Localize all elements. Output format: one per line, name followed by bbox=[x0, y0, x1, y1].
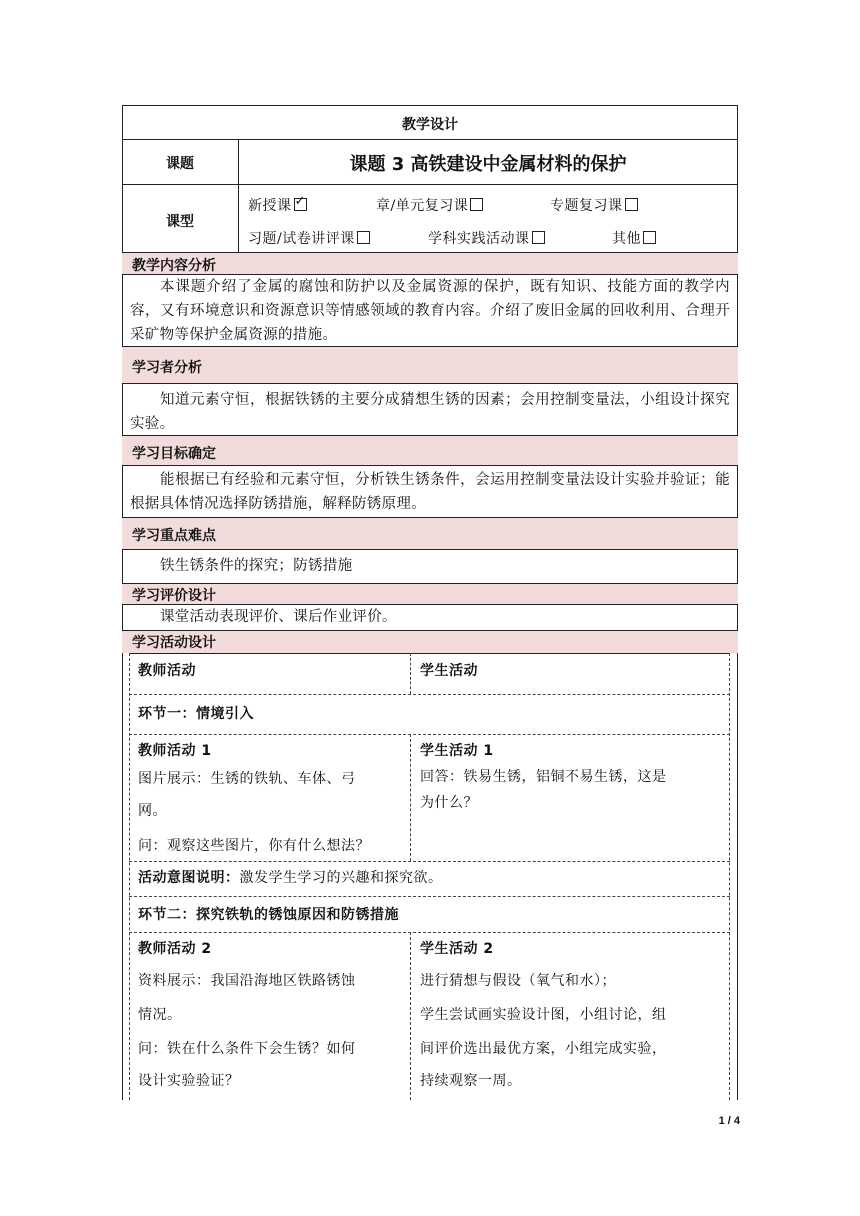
stage2-student-line: 间评价选出最优方案，小组完成实验， bbox=[420, 1041, 667, 1057]
stage1-title: 环节一：情境引入 bbox=[138, 706, 254, 722]
intent-label: 活动意图说明： bbox=[138, 870, 240, 886]
section-header-learner-analysis bbox=[122, 347, 738, 384]
section-header-content-analysis bbox=[122, 253, 738, 275]
section-header-activities bbox=[122, 631, 738, 653]
table-title: 教学设计 bbox=[402, 117, 458, 133]
section-text: 铁生锈条件的探究；防锈措施 bbox=[160, 558, 353, 574]
checkbox-icon[interactable] bbox=[357, 231, 370, 244]
section-heading: 学习目标确定 bbox=[132, 446, 216, 462]
checkbox-icon[interactable] bbox=[643, 231, 656, 244]
stage2-student-line: 学生尝试画实验设计图，小组讨论，组 bbox=[420, 1007, 667, 1023]
section-heading: 学习重点难点 bbox=[132, 528, 216, 544]
stage1-student-line: 回答：铁易生锈，铝铜不易生锈，这是 bbox=[420, 769, 667, 785]
intent-text: 激发学生学习的兴趣和探究欲。 bbox=[239, 870, 443, 886]
section-body-evaluation bbox=[122, 605, 738, 631]
course-type-exercise[interactable]: 习题/试卷讲评课 bbox=[248, 228, 370, 248]
row-divider bbox=[129, 694, 730, 695]
section-heading: 学习评价设计 bbox=[132, 588, 216, 604]
checkbox-icon[interactable] bbox=[625, 198, 638, 211]
course-type-label: 课型 bbox=[166, 214, 194, 230]
course-type-row bbox=[122, 185, 738, 253]
course-type-new[interactable]: 新授课✓ bbox=[248, 195, 307, 215]
section-text: 课堂活动表现评价、课后作业评价。 bbox=[160, 609, 397, 625]
stage2-teacher-line: 资料展示：我国沿海地区铁路锈蚀 bbox=[138, 973, 356, 989]
activity-table-top-border bbox=[129, 653, 730, 654]
stage2-teacher-line: 问：铁在什么条件下会生锈？如何 bbox=[138, 1041, 356, 1057]
section-header-objectives bbox=[122, 436, 738, 466]
stage2-student-line: 持续观察一周。 bbox=[420, 1073, 522, 1089]
divider bbox=[238, 185, 239, 253]
stage2-title: 环节二：探究铁轨的锈蚀原因和防锈措施 bbox=[138, 907, 399, 923]
col-header-teacher: 教师活动 bbox=[138, 663, 196, 679]
stage1-intent bbox=[138, 863, 443, 893]
row-divider bbox=[129, 896, 730, 897]
topic-row bbox=[122, 140, 738, 185]
stage1-teacher-line: 问：观察这些图片，你有什么想法？ bbox=[138, 838, 370, 854]
activity-table-left-border bbox=[129, 653, 130, 1100]
course-type-review[interactable]: 章/单元复习课 bbox=[376, 195, 483, 215]
row-divider bbox=[129, 734, 730, 735]
section-heading: 学习者分析 bbox=[132, 360, 202, 376]
section-heading: 学习活动设计 bbox=[132, 635, 216, 651]
stage1-teacher-title: 教师活动 1 bbox=[138, 743, 212, 759]
stage2-teacher-line: 设计实验验证？ bbox=[138, 1073, 240, 1089]
col-divider bbox=[410, 653, 411, 694]
checkbox-icon[interactable] bbox=[532, 231, 545, 244]
section-text: 本课题介绍了金属的腐蚀和防护以及金属资源的保护，既有知识、技能方面的教学内容，又有环境意识和资源意识等情感领域的教育内容。介绍了废旧金属的回收利用、合理开采矿物等保护金属资源的措施。 bbox=[130, 279, 730, 343]
section-text: 能根据已有经验和元素守恒，分析铁生锈条件，会运用控制变量法设计实验并验证；能根据具体情况选择防锈措施，解释防锈原理。 bbox=[130, 472, 730, 512]
topic-value: 课题 3 高铁建设中金属材料的保护 bbox=[349, 154, 627, 175]
stage2-student-title: 学生活动 2 bbox=[420, 941, 494, 957]
col-header-student: 学生活动 bbox=[420, 663, 478, 679]
col-divider bbox=[410, 734, 411, 861]
title-row bbox=[122, 105, 738, 140]
stage1-teacher-line: 图片展示：生锈的铁轨、车体、弓 bbox=[138, 771, 356, 787]
stage1-student-title: 学生活动 1 bbox=[420, 743, 494, 759]
checked-box-icon[interactable] bbox=[294, 198, 307, 211]
course-type-practice[interactable]: 学科实践活动课 bbox=[428, 228, 545, 248]
col-divider bbox=[410, 932, 411, 1100]
page-number: 1 / 4 bbox=[718, 1115, 740, 1127]
stage2-student-line: 进行猜想与假设（氧气和水）； bbox=[420, 973, 616, 989]
section-body-content-analysis bbox=[122, 275, 738, 347]
activity-table-right-border bbox=[729, 653, 730, 1100]
stage1-teacher-line: 网。 bbox=[138, 803, 167, 819]
course-type-topic-review[interactable]: 专题复习课 bbox=[550, 195, 638, 215]
course-type-other[interactable]: 其他 bbox=[612, 228, 656, 248]
stage2-teacher-title: 教师活动 2 bbox=[138, 941, 212, 957]
section-heading: 教学内容分析 bbox=[132, 258, 216, 274]
section-body-key-points bbox=[122, 550, 738, 584]
section-header-evaluation bbox=[122, 584, 738, 605]
topic-label: 课题 bbox=[166, 156, 194, 172]
section-header-key-points bbox=[122, 518, 738, 550]
section-text: 知道元素守恒，根据铁锈的主要分成猜想生锈的因素；会用控制变量法，小组设计探究实验。 bbox=[130, 392, 730, 432]
checkbox-icon[interactable] bbox=[470, 198, 483, 211]
section-body-objectives bbox=[122, 466, 738, 518]
row-divider bbox=[129, 861, 730, 862]
section-body-learner-analysis bbox=[122, 384, 738, 436]
stage1-student-line: 为什么？ bbox=[420, 795, 478, 811]
row-divider bbox=[129, 932, 730, 933]
stage2-teacher-line: 情况。 bbox=[138, 1007, 182, 1023]
